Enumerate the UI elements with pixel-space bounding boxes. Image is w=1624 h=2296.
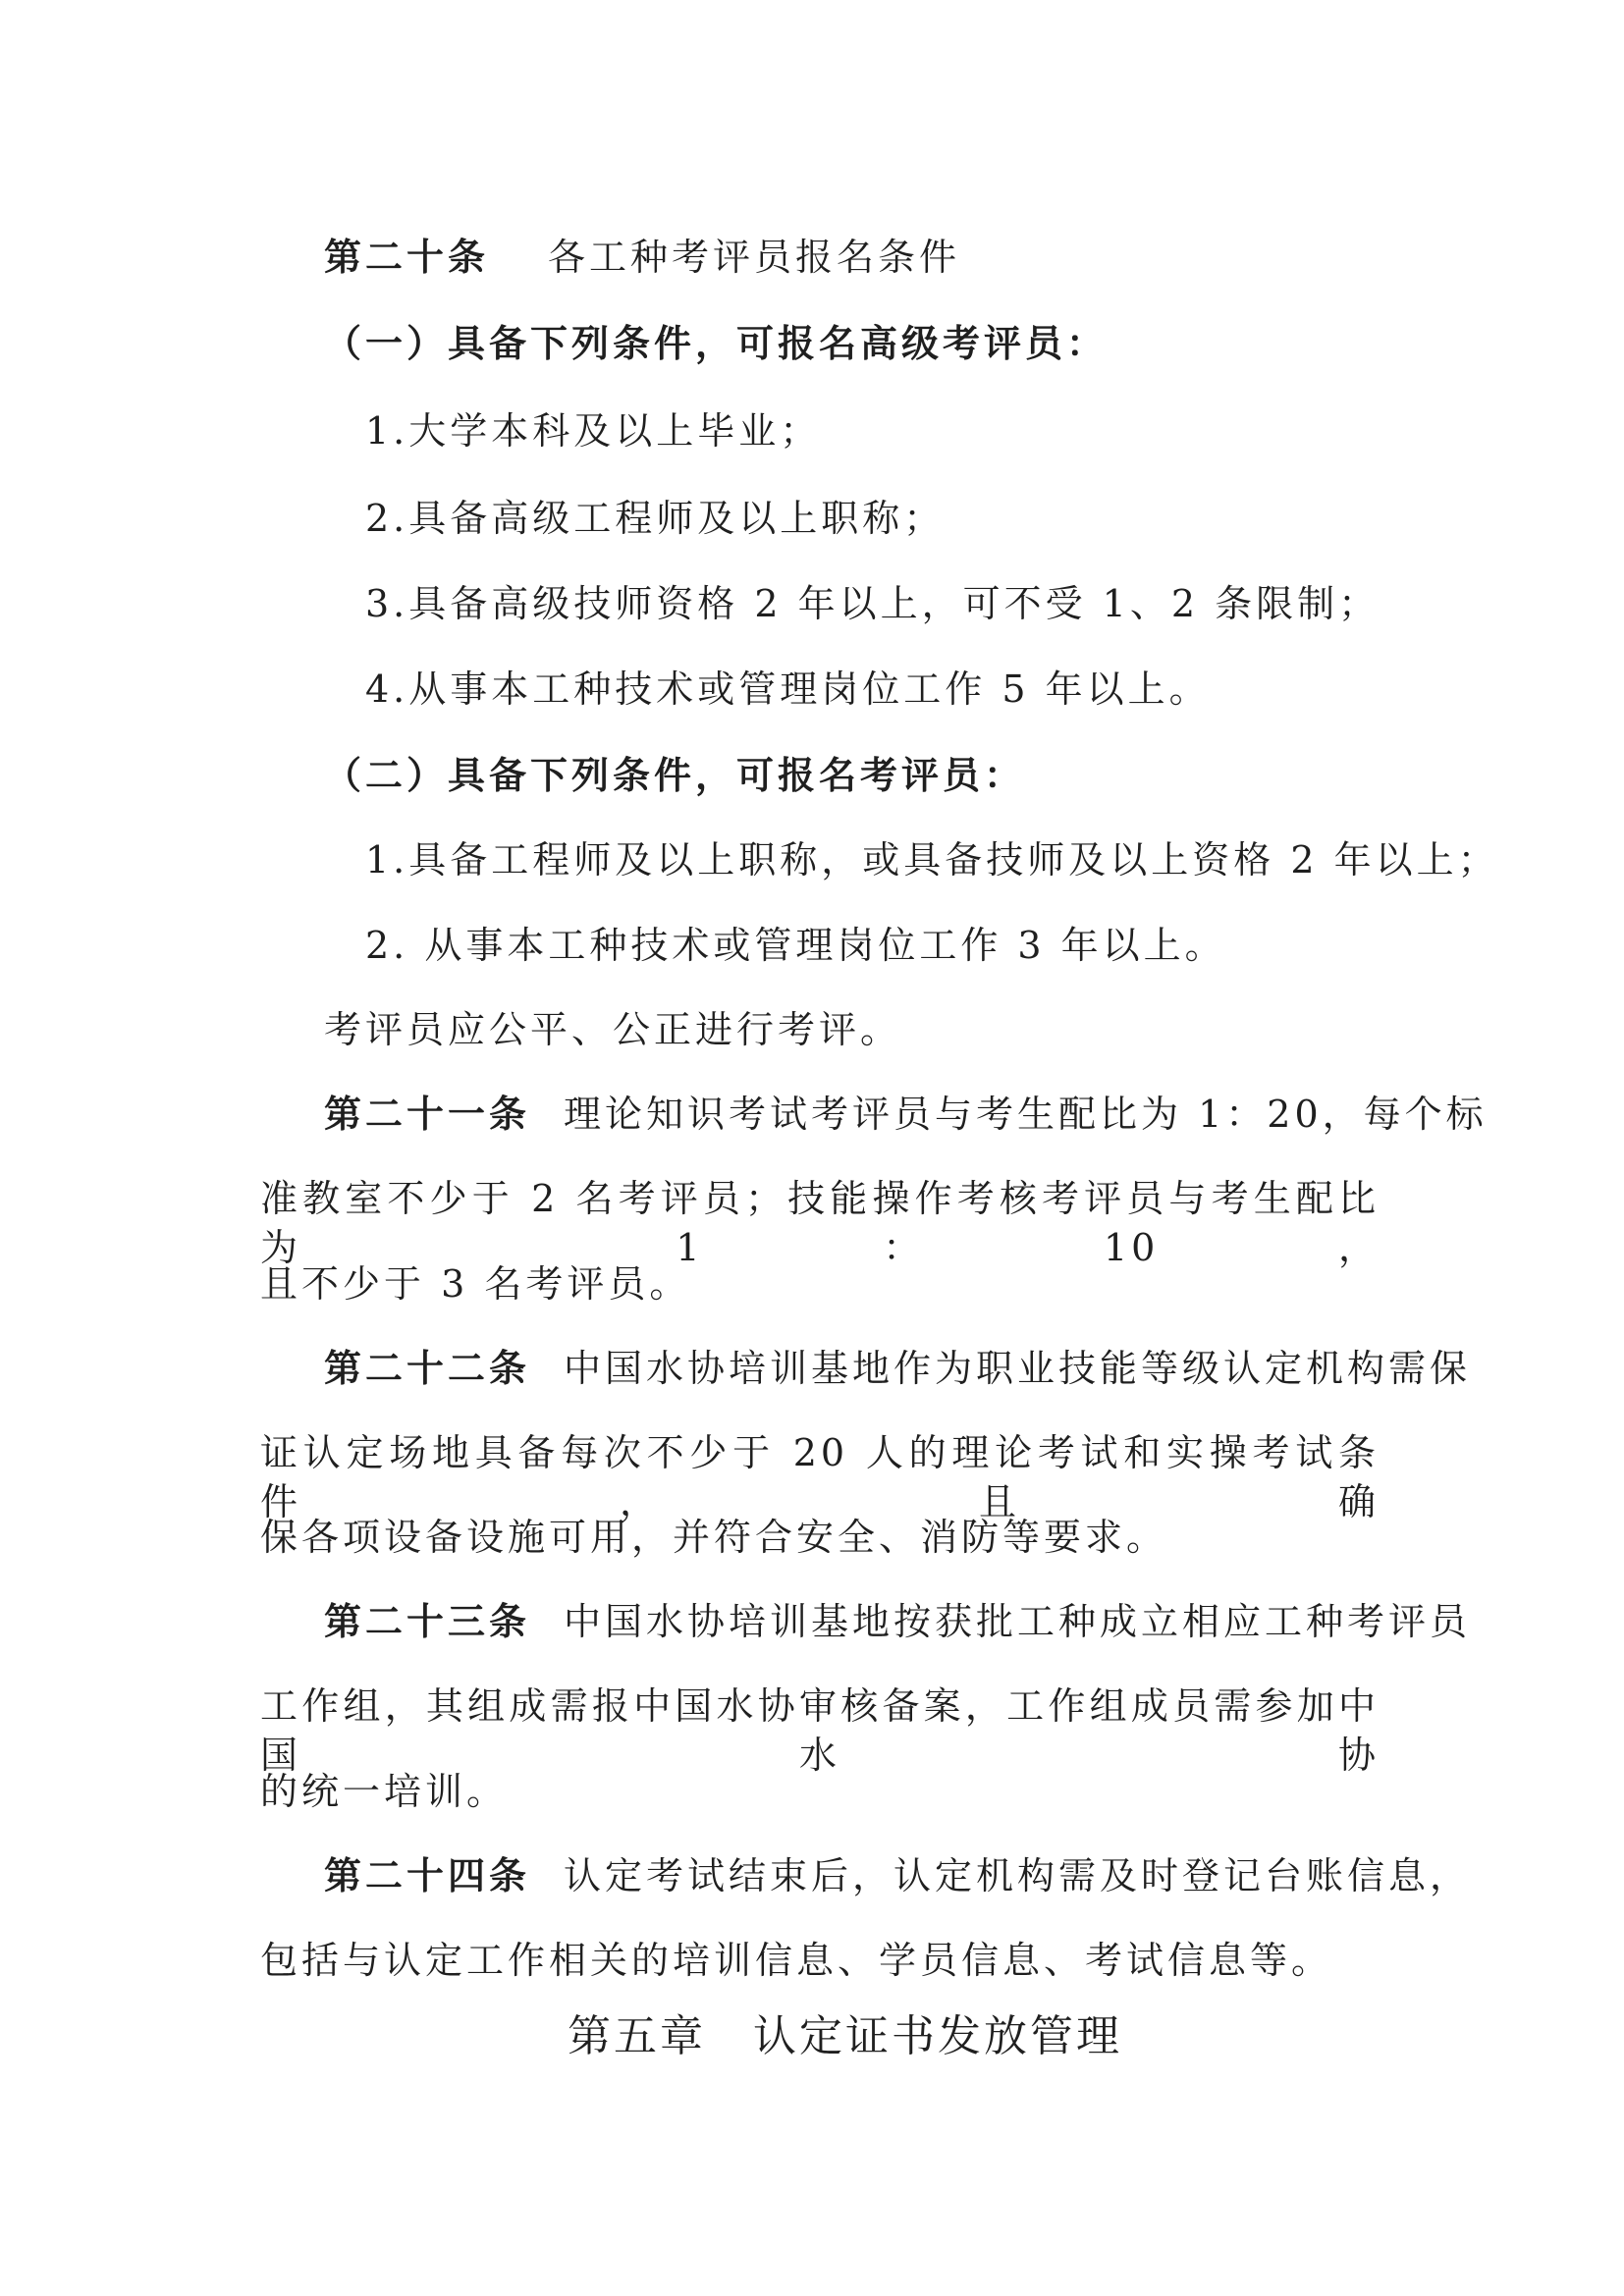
article-22-line-2: 证认定场地具备每次不少于 20 人的理论考试和实操考试条件，且确 [260, 1431, 1380, 1523]
article-21-line-1 [324, 1090, 1488, 1139]
article-21-line-2: 准教室不少于 2 名考评员；技能操作考核考评员与考生配比为 1：10， [260, 1177, 1380, 1269]
article-22-heading: 第二十二条 [324, 1346, 531, 1390]
article-20-line [324, 233, 960, 282]
article-24-line-1 [324, 1851, 1471, 1900]
article-24-heading: 第二十四条 [324, 1853, 531, 1897]
article-20-sub2-heading: （二）具备下列条件，可报名考评员： [324, 753, 1026, 797]
article-23-text-1: 中国水协培训基地按获批工种成立相应工种考评员 [564, 1600, 1472, 1643]
article-20-sub2-item-1: 1.具备工程师及以上职称，或具备技师及以上资格 2 年以上； [365, 838, 1499, 881]
article-20-sub2-item-2: 2. 从事本工种技术或管理岗位工作 3 年以上。 [365, 924, 1226, 967]
article-21-line-3: 且不少于 3 名考评员。 [260, 1262, 691, 1306]
article-21-text-1: 理论知识考试考评员与考生配比为 1：20，每个标 [564, 1093, 1488, 1136]
article-22-text-1: 中国水协培训基地作为职业技能等级认定机构需保 [564, 1347, 1472, 1390]
article-23-heading: 第二十三条 [324, 1599, 531, 1643]
article-20-sub1-item-1: 1.大学本科及以上毕业； [365, 409, 822, 453]
article-23-line-3: 的统一培训。 [260, 1770, 509, 1813]
article-23-line-1 [324, 1597, 1471, 1646]
chapter-5-number: 第五章 [568, 2011, 706, 2061]
article-20-note: 考评员应公平、公正进行考评。 [324, 1008, 902, 1051]
chapter-5-title: 认定证书发放管理 [753, 2011, 1122, 2061]
article-20-title: 各工种考评员报名条件 [548, 236, 961, 279]
article-20-sub1-item-3: 3.具备高级技师资格 2 年以上，可不受 1、2 条限制； [365, 582, 1380, 625]
article-24-text-1: 认定考试结束后，认定机构需及时登记台账信息， [564, 1854, 1472, 1897]
article-24-line-2: 包括与认定工作相关的培训信息、学员信息、考试信息等。 [260, 1939, 1333, 1982]
article-22-line-3: 保各项设备设施可用，并符合安全、消防等要求。 [260, 1516, 1168, 1559]
article-22-line-1 [324, 1344, 1471, 1393]
article-23-line-2: 工作组，其组成需报中国水协审核备案，工作组成员需参加中国水协 [260, 1684, 1380, 1777]
chapter-5-heading [568, 2012, 1122, 2061]
article-20-sub1-item-4: 4.从事本工种技术或管理岗位工作 5 年以上。 [365, 667, 1211, 711]
article-20-sub1-heading: （一）具备下列条件，可报名高级考评员： [324, 321, 1109, 365]
article-20-sub1-item-2: 2.具备高级工程师及以上职称； [365, 497, 946, 540]
article-20-heading: 第二十条 [324, 235, 490, 279]
article-21-heading: 第二十一条 [324, 1092, 531, 1136]
